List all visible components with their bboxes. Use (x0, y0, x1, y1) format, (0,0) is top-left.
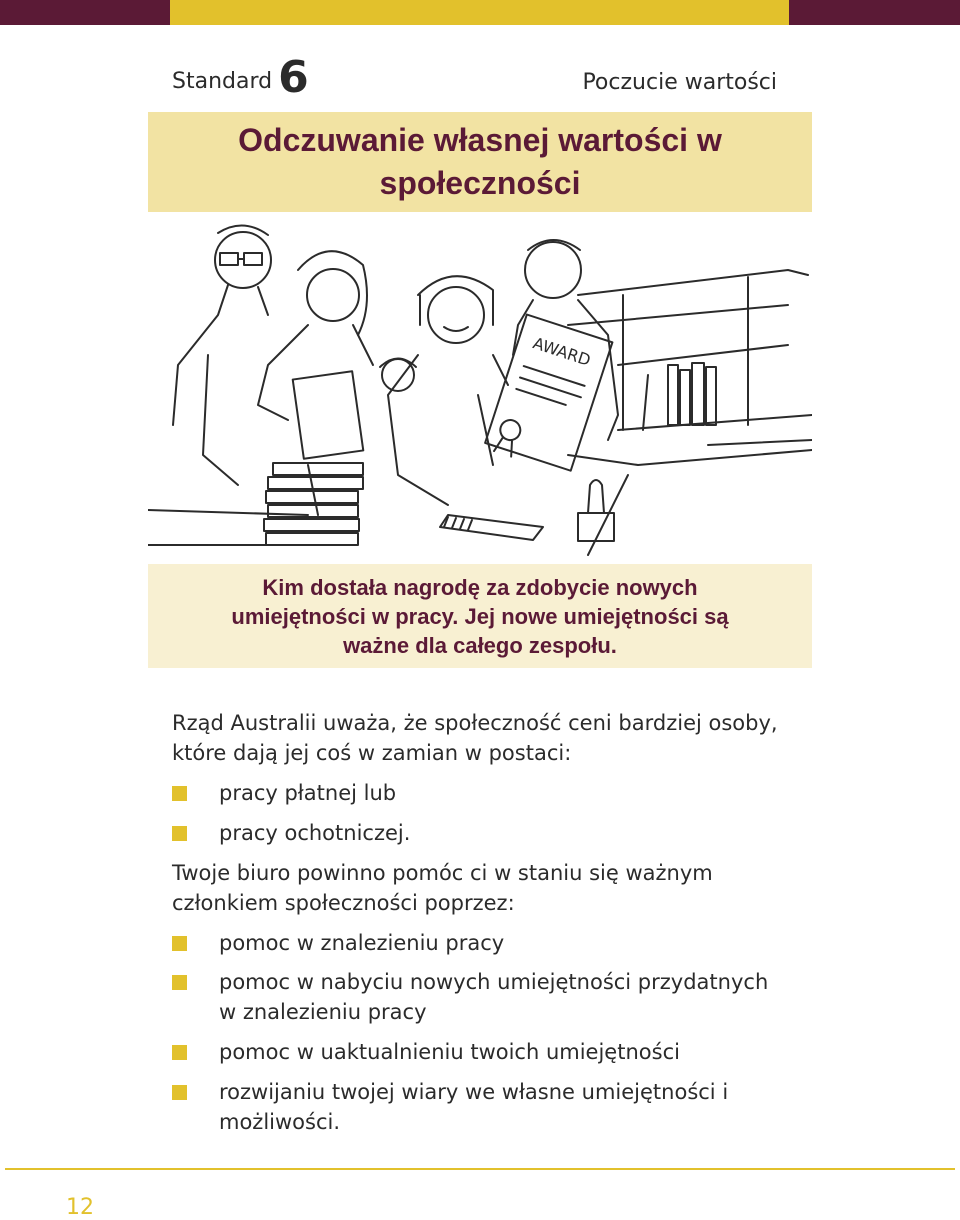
list-item (172, 818, 772, 848)
list-item (172, 928, 772, 958)
bullet-square-icon (172, 975, 187, 990)
standard-label: Standard (172, 69, 273, 94)
list-item (172, 1037, 772, 1067)
top-color-bar (0, 0, 960, 25)
bullet-square-icon (172, 936, 187, 951)
bullet-square-icon (172, 1045, 187, 1060)
page-title: Odczuwanie własnej wartości w społeczności (238, 122, 722, 201)
caption-box (148, 564, 812, 668)
list-item-text: pomoc w znalezieniu pracy (219, 931, 505, 955)
list-item (172, 967, 772, 1027)
list-item-text: pomoc w uaktualnieniu twoich umiejętności (219, 1040, 680, 1064)
bullet-square-icon (172, 1085, 187, 1100)
list-item-text: pracy ochotniczej. (219, 821, 411, 845)
section2-intro: Twoje biuro powinno pomóc ci w staniu się ważnym członkiem społeczności poprzez: (172, 861, 713, 915)
list-item-text: pracy płatnej lub (219, 781, 397, 805)
list-item (172, 1077, 772, 1137)
top-bar-right-maroon (789, 0, 960, 25)
list-item-text: pomoc w nabyciu nowych umiejętności przydatnych w znalezieniu pracy (219, 970, 769, 1024)
illustration-caption: Kim dostała nagrodę za zdobycie nowych umiejętności w pracy. Jej nowe umiejętności są ważne dla całego zespołu. (231, 574, 729, 658)
standard-heading (172, 52, 309, 103)
title-box (148, 112, 812, 212)
bullet-square-icon (172, 826, 187, 841)
page-number: 12 (66, 1195, 94, 1220)
award-illustration (148, 215, 812, 560)
topic-heading: Poczucie wartości (582, 70, 777, 95)
top-bar-middle-gold (170, 0, 789, 25)
bullet-square-icon (172, 786, 187, 801)
standard-number: 6 (278, 52, 309, 103)
top-bar-left-maroon (0, 0, 170, 25)
list-item (172, 778, 772, 808)
section1-intro: Rząd Australii uważa, że społeczność ceni bardziej osoby, które dają jej coś w zamian w postaci: (172, 711, 778, 765)
footer-divider (5, 1168, 955, 1170)
list-item-text: rozwijaniu twojej wiary we własne umiejętności i możliwości. (219, 1080, 729, 1134)
award-text: AWARD (530, 333, 593, 370)
